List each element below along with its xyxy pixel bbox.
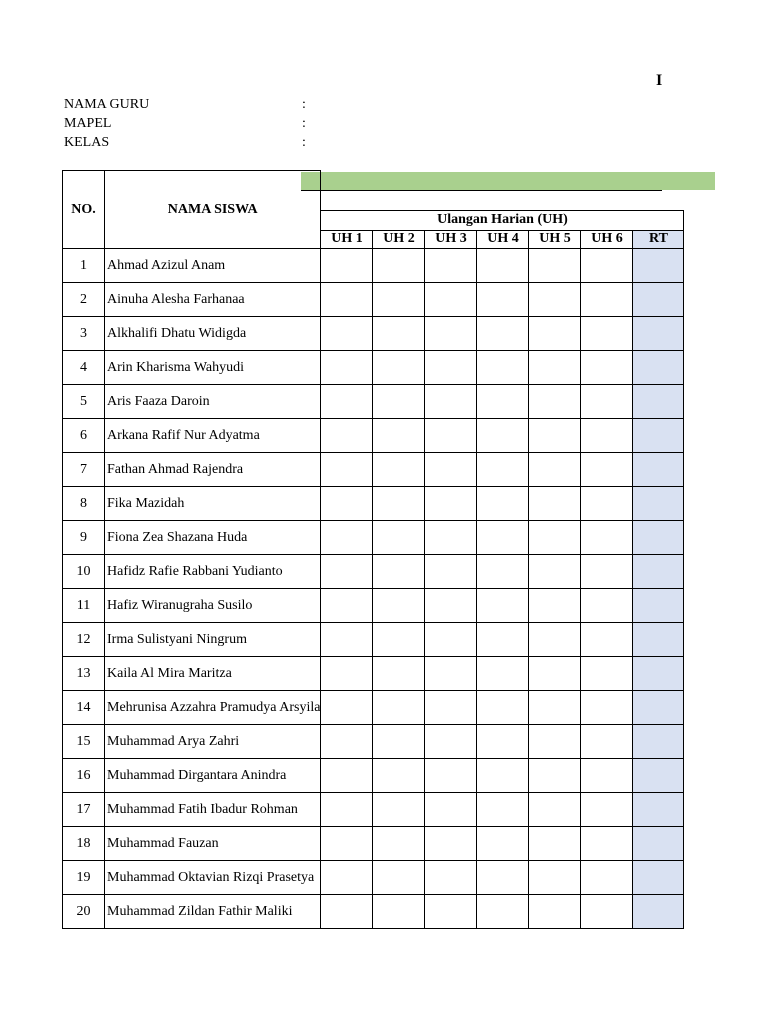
rt-score-cell[interactable]: [633, 283, 684, 317]
uh6-header: UH 6: [581, 230, 633, 248]
table-row: [63, 487, 684, 521]
student-number: 14: [63, 691, 105, 725]
uh5-score-cell[interactable]: [529, 691, 581, 725]
no-header: NO.: [63, 171, 105, 249]
uh4-score-cell[interactable]: [477, 521, 529, 555]
uh6-score-cell[interactable]: [581, 691, 633, 725]
uh4-score-cell[interactable]: [477, 861, 529, 895]
rt-score-cell[interactable]: [633, 351, 684, 385]
uh2-score-cell[interactable]: [373, 521, 425, 555]
rt-score-cell[interactable]: [633, 249, 684, 283]
teacher-label: NAMA GURU: [64, 97, 150, 112]
uh2-score-cell[interactable]: [373, 419, 425, 453]
uh2-score-cell[interactable]: [373, 589, 425, 623]
table-row: [63, 589, 684, 623]
uh5-score-cell[interactable]: [529, 793, 581, 827]
class-colon: :: [302, 135, 306, 150]
student-name: Irma Sulistyani Ningrum: [105, 623, 321, 657]
uh6-score-cell[interactable]: [581, 351, 633, 385]
student-number: 11: [63, 589, 105, 623]
uh1-score-cell[interactable]: [321, 725, 373, 759]
uh4-score-cell[interactable]: [477, 657, 529, 691]
table-row: [63, 623, 684, 657]
rt-score-cell[interactable]: [633, 861, 684, 895]
uh3-score-cell[interactable]: [425, 317, 477, 351]
rt-score-cell[interactable]: [633, 623, 684, 657]
uh5-score-cell[interactable]: [529, 385, 581, 419]
rt-score-cell[interactable]: [633, 555, 684, 589]
uh2-score-cell[interactable]: [373, 793, 425, 827]
uh3-score-cell[interactable]: [425, 283, 477, 317]
table-row: [63, 385, 684, 419]
uh3-score-cell[interactable]: [425, 453, 477, 487]
uh4-score-cell[interactable]: [477, 487, 529, 521]
uh3-score-cell[interactable]: [425, 521, 477, 555]
rt-score-cell[interactable]: [633, 691, 684, 725]
uh4-score-cell[interactable]: [477, 419, 529, 453]
uh1-score-cell[interactable]: [321, 521, 373, 555]
uh2-score-cell[interactable]: [373, 861, 425, 895]
student-name: Hafiz Wiranugraha Susilo: [105, 589, 321, 623]
uh1-score-cell[interactable]: [321, 895, 373, 929]
uh6-score-cell[interactable]: [581, 419, 633, 453]
uh6-score-cell[interactable]: [581, 895, 633, 929]
student-name: Ainuha Alesha Farhanaa: [105, 283, 321, 317]
student-number: 16: [63, 759, 105, 793]
uh5-score-cell[interactable]: [529, 725, 581, 759]
uh6-score-cell[interactable]: [581, 249, 633, 283]
subject-colon: :: [302, 116, 306, 131]
student-number: 10: [63, 555, 105, 589]
uh4-score-cell[interactable]: [477, 623, 529, 657]
uh1-score-cell[interactable]: [321, 759, 373, 793]
uh3-score-cell[interactable]: [425, 759, 477, 793]
student-name: Fika Mazidah: [105, 487, 321, 521]
table-row: [63, 555, 684, 589]
student-name: Fiona Zea Shazana Huda: [105, 521, 321, 555]
table-row: [63, 351, 684, 385]
uh2-score-cell[interactable]: [373, 385, 425, 419]
teacher-colon: :: [302, 97, 306, 112]
rt-score-cell[interactable]: [633, 793, 684, 827]
student-number: 8: [63, 487, 105, 521]
uh2-score-cell[interactable]: [373, 555, 425, 589]
table-row: [63, 419, 684, 453]
uh3-header: UH 3: [425, 230, 477, 248]
uh3-score-cell[interactable]: [425, 419, 477, 453]
student-number: 17: [63, 793, 105, 827]
uh3-score-cell[interactable]: [425, 691, 477, 725]
uh6-score-cell[interactable]: [581, 555, 633, 589]
student-name: Hafidz Rafie Rabbani Yudianto: [105, 555, 321, 589]
uh1-score-cell[interactable]: [321, 657, 373, 691]
uh5-score-cell[interactable]: [529, 759, 581, 793]
uh2-score-cell[interactable]: [373, 691, 425, 725]
table-row: [63, 725, 684, 759]
uh6-score-cell[interactable]: [581, 487, 633, 521]
uh2-score-cell[interactable]: [373, 759, 425, 793]
uh3-score-cell[interactable]: [425, 861, 477, 895]
uh3-score-cell[interactable]: [425, 351, 477, 385]
uh1-score-cell[interactable]: [321, 317, 373, 351]
uh4-score-cell[interactable]: [477, 759, 529, 793]
student-number: 18: [63, 827, 105, 861]
rt-score-cell[interactable]: [633, 895, 684, 929]
uh2-score-cell[interactable]: [373, 895, 425, 929]
header-spacer: [321, 171, 684, 211]
uh3-score-cell[interactable]: [425, 385, 477, 419]
uh4-score-cell[interactable]: [477, 895, 529, 929]
uh5-score-cell[interactable]: [529, 283, 581, 317]
table-row: [63, 759, 684, 793]
rt-score-cell[interactable]: [633, 827, 684, 861]
uh2-score-cell[interactable]: [373, 623, 425, 657]
student-name: Arkana Rafif Nur Adyatma: [105, 419, 321, 453]
uh4-header: UH 4: [477, 230, 529, 248]
uh1-score-cell[interactable]: [321, 249, 373, 283]
uh4-score-cell[interactable]: [477, 351, 529, 385]
uh1-score-cell[interactable]: [321, 555, 373, 589]
class-label: KELAS: [64, 135, 110, 150]
uh4-score-cell[interactable]: [477, 283, 529, 317]
uh6-score-cell[interactable]: [581, 657, 633, 691]
uh6-score-cell[interactable]: [581, 827, 633, 861]
rt-score-cell[interactable]: [633, 487, 684, 521]
uh1-score-cell[interactable]: [321, 827, 373, 861]
rt-score-cell[interactable]: [633, 453, 684, 487]
uh5-score-cell[interactable]: [529, 521, 581, 555]
uh1-score-cell[interactable]: [321, 419, 373, 453]
uh1-score-cell[interactable]: [321, 283, 373, 317]
uh2-score-cell[interactable]: [373, 657, 425, 691]
student-number: 9: [63, 521, 105, 555]
uh4-score-cell[interactable]: [477, 317, 529, 351]
uh4-score-cell[interactable]: [477, 249, 529, 283]
table-row: [63, 521, 684, 555]
uh5-score-cell[interactable]: [529, 317, 581, 351]
table-row: [63, 317, 684, 351]
uh4-score-cell[interactable]: [477, 453, 529, 487]
uh5-score-cell[interactable]: [529, 589, 581, 623]
uh3-score-cell[interactable]: [425, 623, 477, 657]
uh2-score-cell[interactable]: [373, 317, 425, 351]
student-number: 15: [63, 725, 105, 759]
uh5-header: UH 5: [529, 230, 581, 248]
uh5-score-cell[interactable]: [529, 895, 581, 929]
uh5-score-cell[interactable]: [529, 453, 581, 487]
uh3-score-cell[interactable]: [425, 555, 477, 589]
uh2-score-cell[interactable]: [373, 249, 425, 283]
table-row: [63, 249, 684, 283]
rt-score-cell[interactable]: [633, 759, 684, 793]
uh3-score-cell[interactable]: [425, 249, 477, 283]
student-number: 5: [63, 385, 105, 419]
uh6-score-cell[interactable]: [581, 793, 633, 827]
uh6-score-cell[interactable]: [581, 759, 633, 793]
table-row: [63, 453, 684, 487]
uh1-score-cell[interactable]: [321, 385, 373, 419]
student-number: 3: [63, 317, 105, 351]
uh1-score-cell[interactable]: [321, 623, 373, 657]
student-name: Arin Kharisma Wahyudi: [105, 351, 321, 385]
table-row: [63, 861, 684, 895]
uh6-score-cell[interactable]: [581, 589, 633, 623]
rt-score-cell[interactable]: [633, 385, 684, 419]
subject-label: MAPEL: [64, 116, 112, 131]
student-number: 19: [63, 861, 105, 895]
info-row-teacher: [64, 95, 324, 114]
uh6-score-cell[interactable]: [581, 623, 633, 657]
student-number: 20: [63, 895, 105, 929]
student-name: Fathan Ahmad Rajendra: [105, 453, 321, 487]
uh2-score-cell[interactable]: [373, 351, 425, 385]
student-name: Muhammad Zildan Fathir Maliki: [105, 895, 321, 929]
uh6-score-cell[interactable]: [581, 283, 633, 317]
uh5-score-cell[interactable]: [529, 351, 581, 385]
uh3-score-cell[interactable]: [425, 657, 477, 691]
uh1-score-cell[interactable]: [321, 589, 373, 623]
uh5-score-cell[interactable]: [529, 623, 581, 657]
uh5-score-cell[interactable]: [529, 861, 581, 895]
uh5-score-cell[interactable]: [529, 827, 581, 861]
teacher-info: [64, 95, 324, 152]
uh5-score-cell[interactable]: [529, 657, 581, 691]
uh3-score-cell[interactable]: [425, 487, 477, 521]
table-row: [63, 691, 684, 725]
uh4-score-cell[interactable]: [477, 589, 529, 623]
rt-score-cell[interactable]: [633, 419, 684, 453]
uh5-score-cell[interactable]: [529, 555, 581, 589]
uh6-score-cell[interactable]: [581, 453, 633, 487]
table-row: [63, 793, 684, 827]
uh6-score-cell[interactable]: [581, 725, 633, 759]
uh1-score-cell[interactable]: [321, 453, 373, 487]
student-number: 1: [63, 249, 105, 283]
uh2-score-cell[interactable]: [373, 453, 425, 487]
uh5-score-cell[interactable]: [529, 419, 581, 453]
uh1-score-cell[interactable]: [321, 487, 373, 521]
name-header: NAMA SISWA: [105, 171, 321, 249]
uh4-score-cell[interactable]: [477, 385, 529, 419]
student-name: Mehrunisa Azzahra Pramudya Arsyila: [105, 691, 321, 725]
student-name: Muhammad Arya Zahri: [105, 725, 321, 759]
uh3-score-cell[interactable]: [425, 589, 477, 623]
student-number: 6: [63, 419, 105, 453]
uh5-score-cell[interactable]: [529, 487, 581, 521]
student-number: 7: [63, 453, 105, 487]
student-name: Aris Faaza Daroin: [105, 385, 321, 419]
uh5-score-cell[interactable]: [529, 249, 581, 283]
rt-score-cell[interactable]: [633, 521, 684, 555]
uh1-header: UH 1: [321, 230, 373, 248]
uh2-score-cell[interactable]: [373, 725, 425, 759]
uh4-score-cell[interactable]: [477, 555, 529, 589]
uh4-score-cell[interactable]: [477, 691, 529, 725]
student-name: Ahmad Azizul Anam: [105, 249, 321, 283]
uh6-score-cell[interactable]: [581, 385, 633, 419]
student-number: 12: [63, 623, 105, 657]
rt-header: RT: [633, 230, 684, 248]
uh2-score-cell[interactable]: [373, 283, 425, 317]
uh2-header: UH 2: [373, 230, 425, 248]
uh1-score-cell[interactable]: [321, 351, 373, 385]
uh1-score-cell[interactable]: [321, 793, 373, 827]
rt-score-cell[interactable]: [633, 657, 684, 691]
table-row: [63, 895, 684, 929]
info-row-class: [64, 133, 324, 152]
info-row-subject: [64, 114, 324, 133]
rt-score-cell[interactable]: [633, 317, 684, 351]
uh2-score-cell[interactable]: [373, 827, 425, 861]
uh-group-header: Ulangan Harian (UH): [321, 211, 684, 230]
uh3-score-cell[interactable]: [425, 725, 477, 759]
uh3-score-cell[interactable]: [425, 895, 477, 929]
uh4-score-cell[interactable]: [477, 827, 529, 861]
student-name: Muhammad Fauzan: [105, 827, 321, 861]
uh1-score-cell[interactable]: [321, 861, 373, 895]
rt-score-cell[interactable]: [633, 589, 684, 623]
uh3-score-cell[interactable]: [425, 793, 477, 827]
uh6-score-cell[interactable]: [581, 521, 633, 555]
uh4-score-cell[interactable]: [477, 725, 529, 759]
grades-table: [62, 170, 684, 929]
grades-body: [63, 249, 684, 929]
student-number: 4: [63, 351, 105, 385]
table-row: [63, 827, 684, 861]
student-name: Alkhalifi Dhatu Widigda: [105, 317, 321, 351]
student-name: Muhammad Dirgantara Anindra: [105, 759, 321, 793]
uh6-score-cell[interactable]: [581, 861, 633, 895]
uh4-score-cell[interactable]: [477, 793, 529, 827]
rt-score-cell[interactable]: [633, 725, 684, 759]
student-name: Kaila Al Mira Maritza: [105, 657, 321, 691]
student-name: Muhammad Fatih Ibadur Rohman: [105, 793, 321, 827]
title-fragment: I: [656, 72, 663, 89]
table-row: [63, 283, 684, 317]
table-row: [63, 657, 684, 691]
uh3-score-cell[interactable]: [425, 827, 477, 861]
uh2-score-cell[interactable]: [373, 487, 425, 521]
student-name: Muhammad Oktavian Rizqi Prasetya: [105, 861, 321, 895]
uh1-score-cell[interactable]: [321, 691, 373, 725]
student-number: 13: [63, 657, 105, 691]
uh6-score-cell[interactable]: [581, 317, 633, 351]
student-number: 2: [63, 283, 105, 317]
